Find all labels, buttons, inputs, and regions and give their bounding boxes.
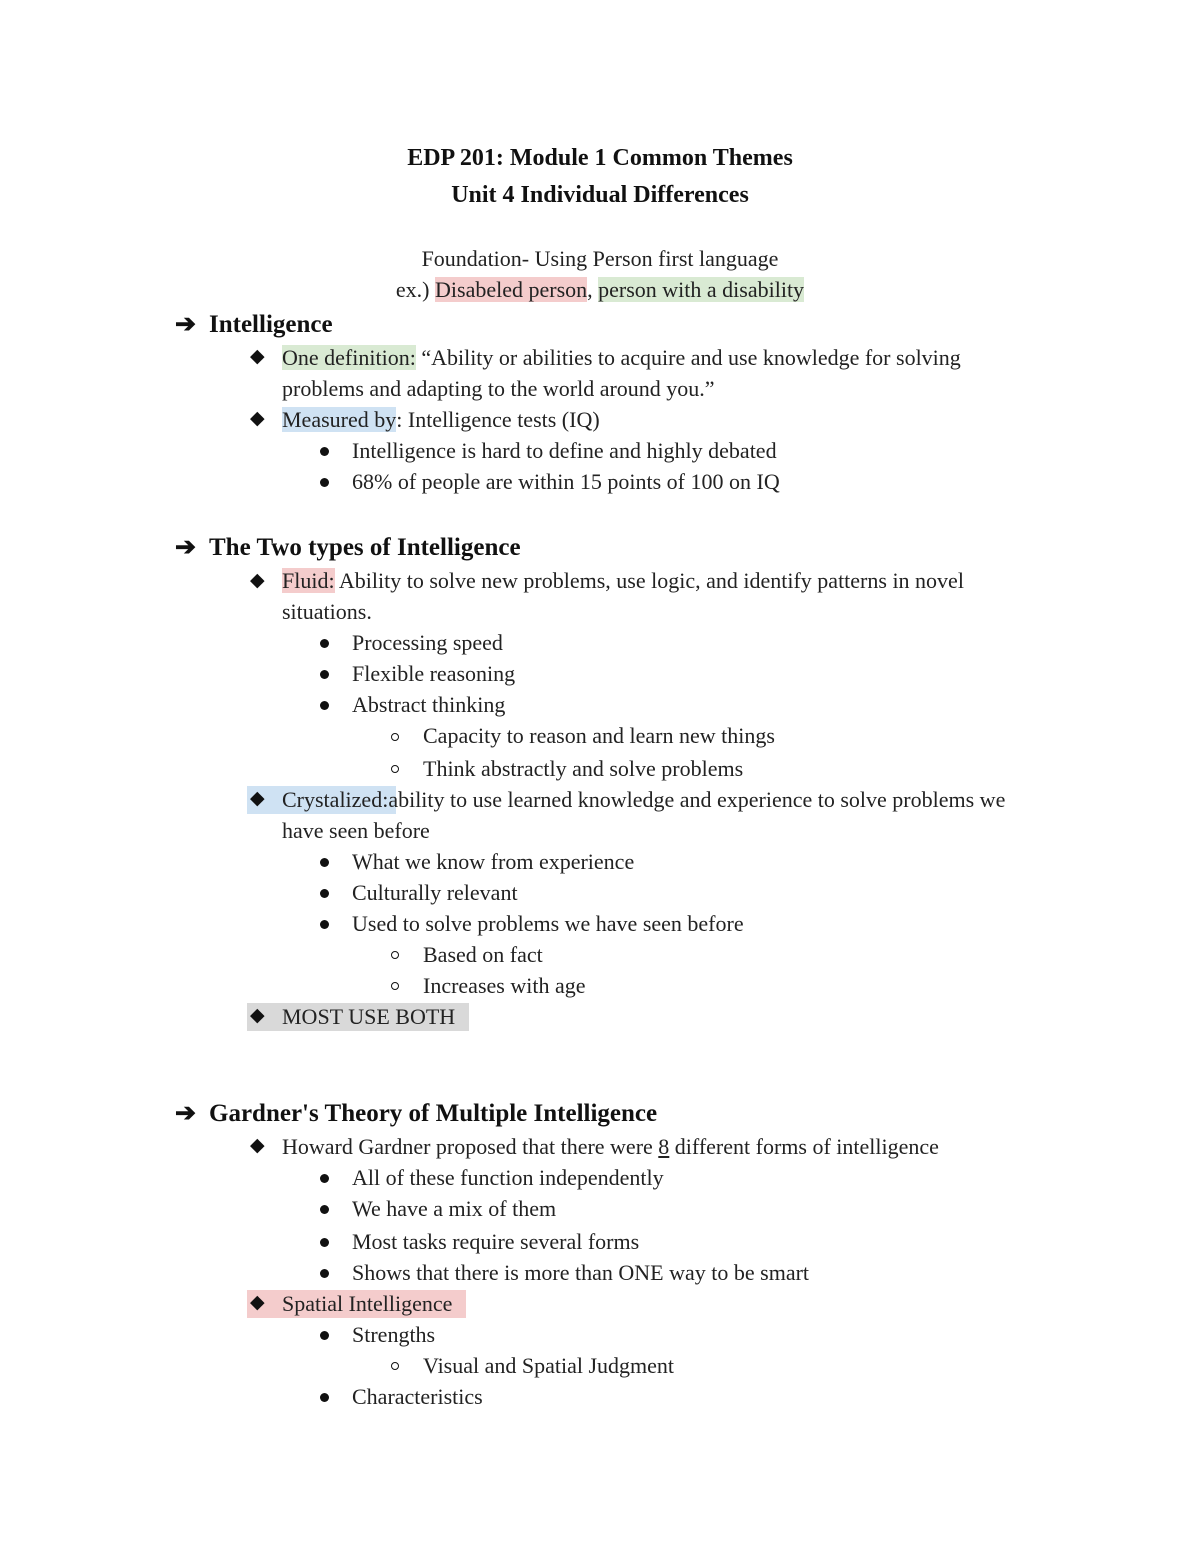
bullet-dot-icon (320, 1174, 329, 1183)
bullet-circle-icon (391, 982, 399, 990)
diamond-bullet-icon: ◆ (250, 570, 265, 591)
list-item: Flexible reasoning (352, 661, 516, 686)
bullet-dot-icon (320, 858, 329, 867)
bullet-dot-icon (320, 639, 329, 648)
measured-line (282, 406, 600, 434)
list-item: 68% of people are within 15 points of 100 on IQ (352, 469, 780, 494)
crystalized-text-continued: have seen before (282, 818, 430, 843)
diamond-bullet-icon: ◆ (250, 1005, 265, 1026)
bullet-dot-icon (320, 1238, 329, 1247)
bullet-dot-icon (320, 920, 329, 929)
list-item: We have a mix of them (352, 1196, 557, 1221)
bullet-dot-icon (320, 447, 329, 456)
proposal-text-after: different forms of intelligence (674, 1134, 939, 1159)
crystalized-text: ability to use learned knowledge and experience to solve problems we (388, 787, 1006, 812)
bullet-dot-icon (320, 1393, 329, 1402)
measured-text: : Intelligence tests (IQ) (396, 407, 600, 432)
sub-list-item: Think abstractly and solve problems (423, 756, 744, 781)
list-item: Intelligence is hard to define and highly debated (352, 438, 777, 463)
spatial-label: Spatial Intelligence (282, 1291, 453, 1316)
arrow-icon: ➔ (175, 534, 196, 561)
most-use-both-text: MOST USE BOTH (282, 1004, 456, 1029)
bullet-dot-icon (320, 670, 329, 679)
bullet-dot-icon (320, 1269, 329, 1278)
crystalized-line (282, 786, 1005, 814)
list-item: Abstract thinking (352, 692, 506, 717)
fluid-label: Fluid: (282, 568, 335, 593)
list-item: Strengths (352, 1322, 436, 1347)
gardner-proposal-line (282, 1133, 939, 1161)
example-prefix: ex.) (395, 277, 430, 302)
definition-text: “Ability or abilities to acquire and use knowledge for solving (421, 345, 961, 370)
crystalized-label: Crystalized: (282, 787, 389, 812)
sub-list-item: Increases with age (423, 973, 586, 998)
heading-text: Gardner's Theory of Multiple Intelligence (209, 1100, 658, 1127)
example-separator: , (587, 277, 593, 302)
bullet-circle-icon (391, 951, 399, 959)
bullet-dot-icon (320, 1331, 329, 1340)
bad-example-highlight: Disabeled person (435, 277, 588, 302)
definition-label: One definition: (282, 345, 416, 370)
bullet-circle-icon (391, 1362, 399, 1370)
example-line (0, 276, 1200, 304)
list-item: Shows that there is more than ONE way to be smart (352, 1260, 810, 1285)
definition-line (282, 344, 961, 372)
section-heading-two-types (175, 533, 521, 563)
measured-label: Measured by (282, 407, 397, 432)
arrow-icon: ➔ (175, 1100, 196, 1127)
proposal-text-before: Howard Gardner proposed that there were (282, 1134, 653, 1159)
fluid-line (282, 567, 964, 595)
proposal-number: 8 (658, 1134, 670, 1159)
list-item: Processing speed (352, 630, 503, 655)
section-heading-gardner (175, 1099, 657, 1129)
section-heading-intelligence (175, 310, 333, 340)
bullet-circle-icon (391, 733, 399, 741)
diamond-bullet-icon: ◆ (250, 408, 265, 429)
sub-list-item: Capacity to reason and learn new things (423, 723, 775, 748)
heading-text: The Two types of Intelligence (209, 534, 521, 561)
diamond-bullet-icon: ◆ (250, 788, 265, 809)
bullet-dot-icon (320, 1205, 329, 1214)
heading-text: Intelligence (209, 311, 333, 338)
list-item: Most tasks require several forms (352, 1229, 640, 1254)
bullet-dot-icon (320, 889, 329, 898)
good-example-highlight: person with a disability (598, 277, 805, 302)
document-subtitle: Unit 4 Individual Differences (451, 182, 749, 208)
sub-list-item: Based on fact (423, 942, 543, 967)
bullet-dot-icon (320, 701, 329, 710)
arrow-icon: ➔ (175, 311, 196, 338)
diamond-bullet-icon: ◆ (250, 1292, 265, 1313)
document-title: EDP 201: Module 1 Common Themes (407, 145, 793, 171)
list-item: Used to solve problems we have seen before (352, 911, 744, 936)
definition-text-continued: problems and adapting to the world around you.” (282, 376, 715, 401)
diamond-bullet-icon: ◆ (250, 1135, 265, 1156)
bullet-dot-icon (320, 478, 329, 487)
diamond-bullet-icon: ◆ (250, 346, 265, 367)
sub-list-item: Visual and Spatial Judgment (423, 1353, 675, 1378)
foundation-line: Foundation- Using Person first language (421, 246, 779, 271)
bullet-circle-icon (391, 765, 399, 773)
list-item: Culturally relevant (352, 880, 518, 905)
list-item: What we know from experience (352, 849, 635, 874)
list-item: Characteristics (352, 1384, 483, 1409)
fluid-text-continued: situations. (282, 599, 372, 624)
fluid-text: Ability to solve new problems, use logic, and identify patterns in novel (338, 568, 964, 593)
list-item: All of these function independently (352, 1165, 664, 1190)
